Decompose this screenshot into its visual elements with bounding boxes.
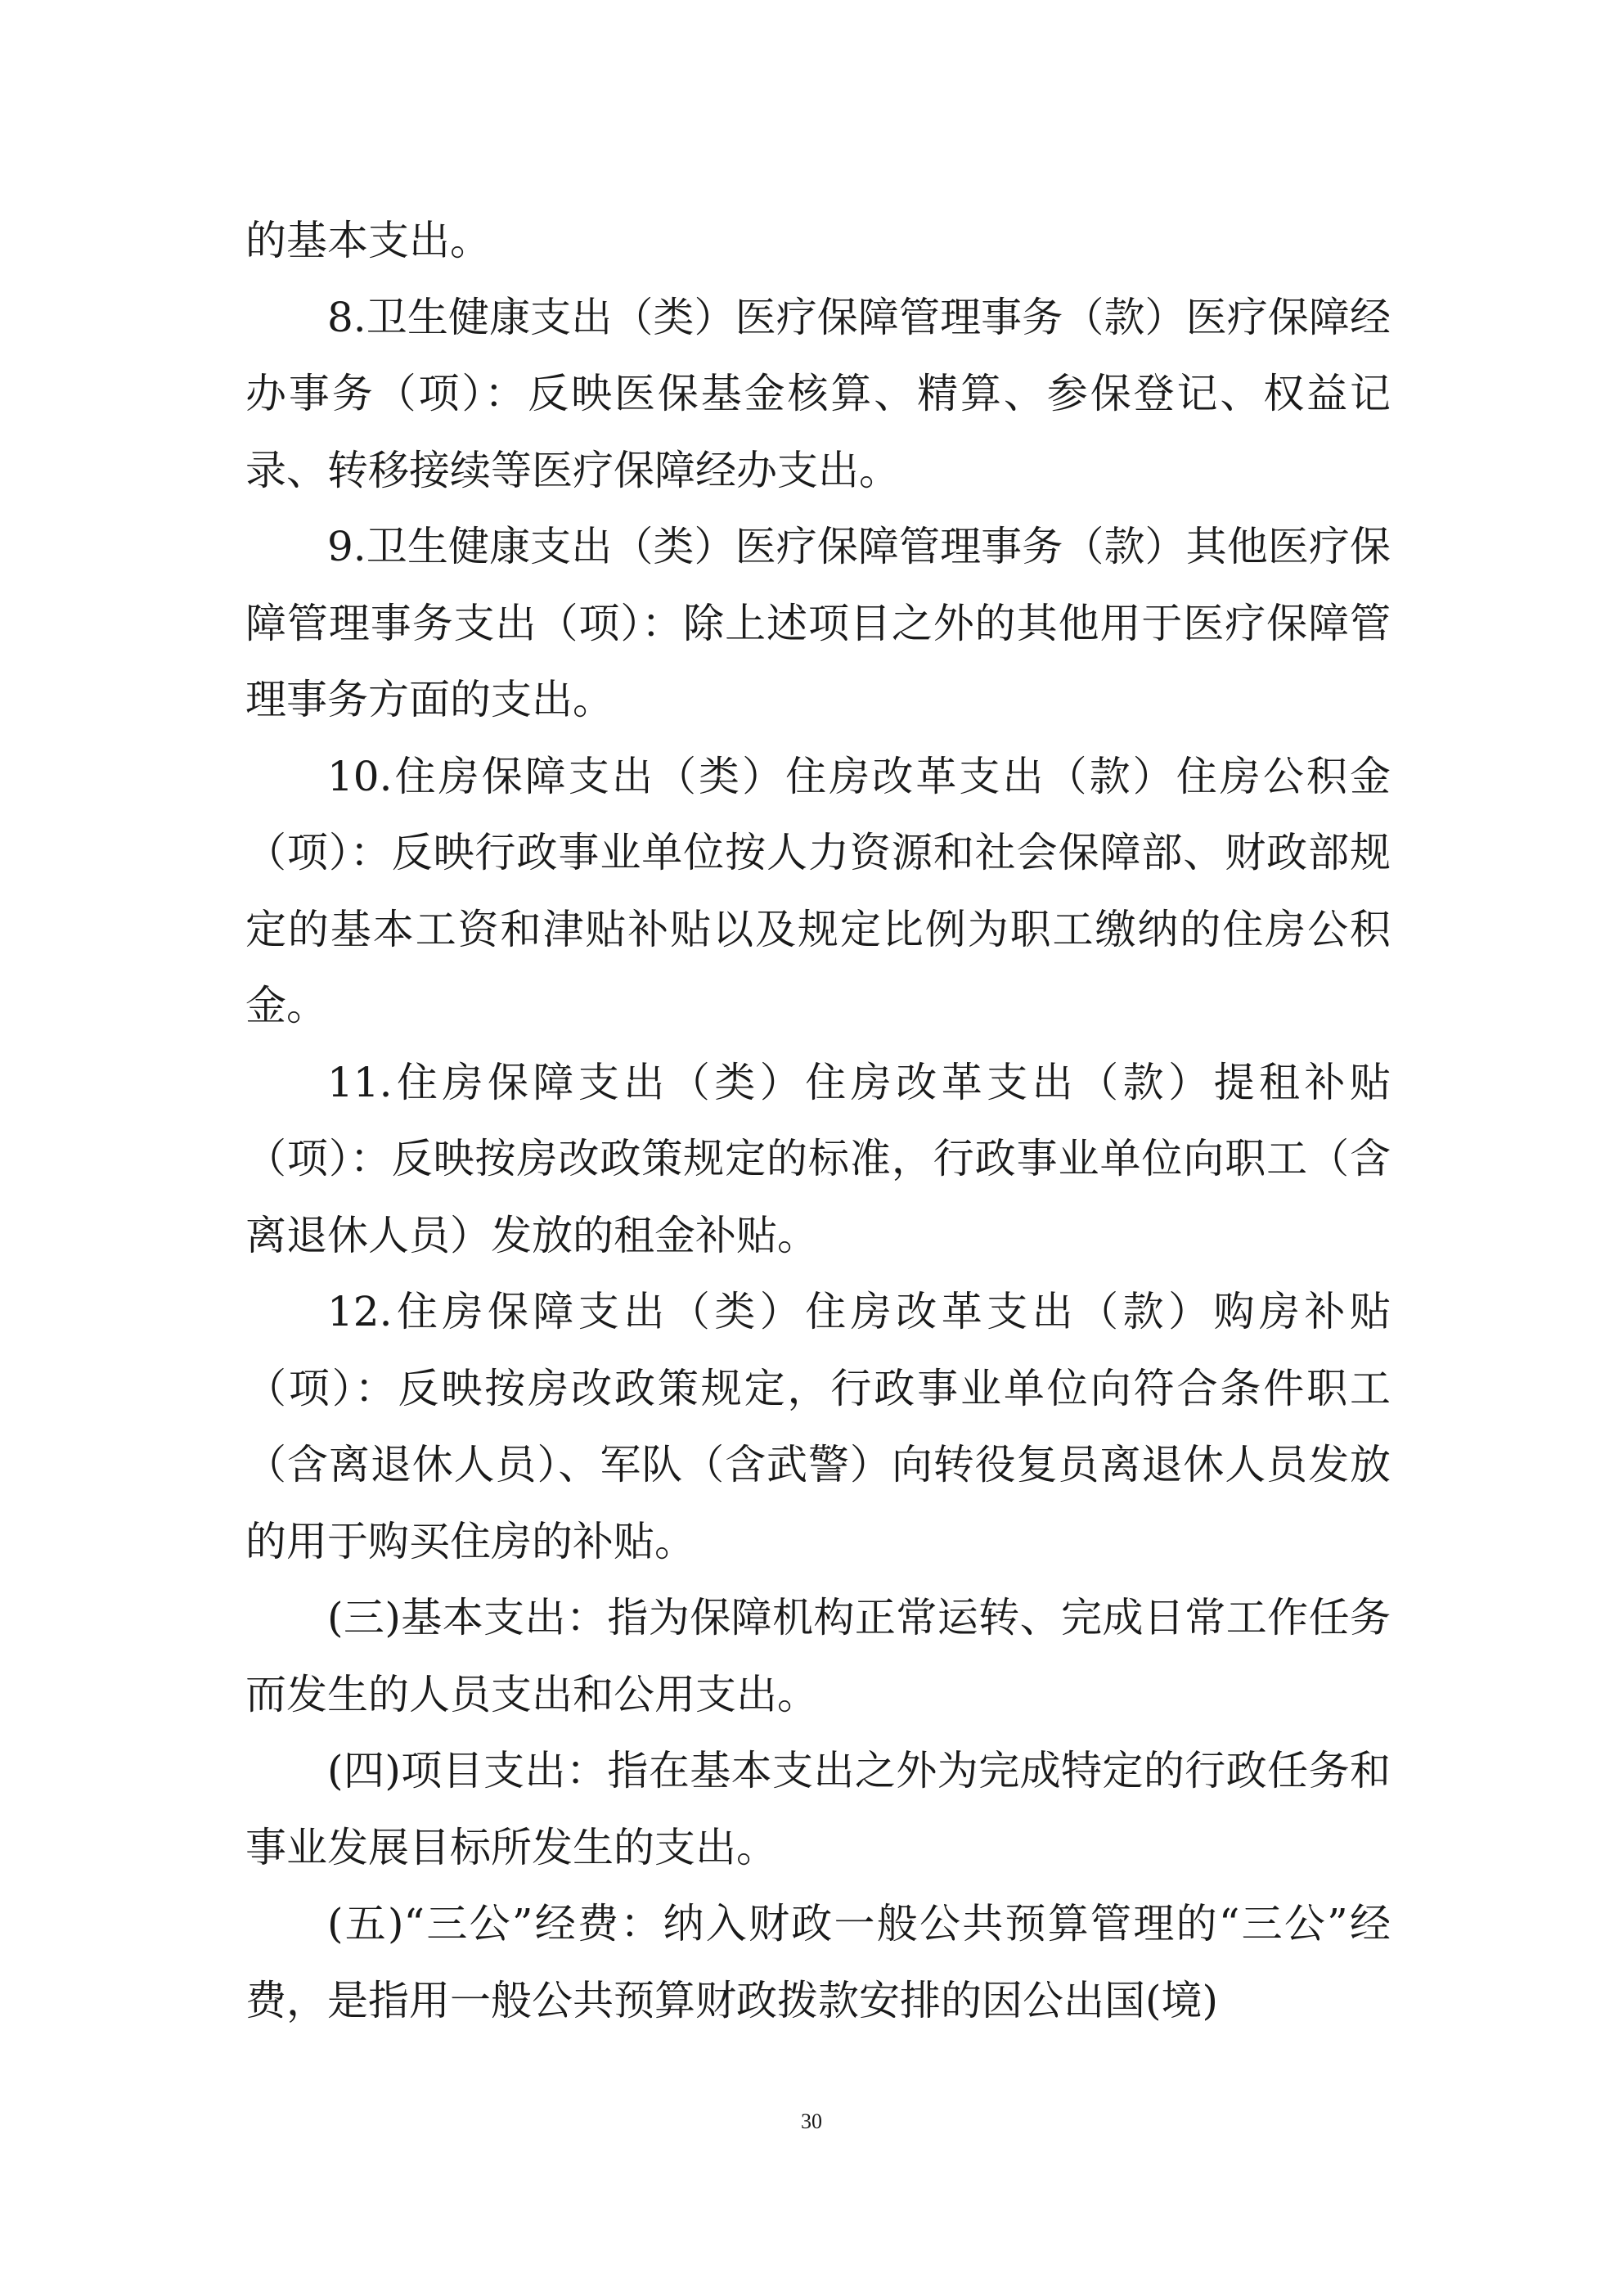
paragraph-continuation: 的基本支出。 xyxy=(245,217,491,264)
paragraph-item-9: 9.卫生健康支出（类）医疗保障管理事务（款）其他医疗保障管理事务支出（项）：除上述项目之外的其他用于医疗保障管理事务方面的支出。 xyxy=(245,523,1391,723)
body-text xyxy=(245,203,1391,2039)
paragraph-basic-expenditure: (三)基本支出：指为保障机构正常运转、完成日常工作任务而发生的人员支出和公用支出。 xyxy=(245,1594,1391,1718)
paragraph-three-public-expenses: (五)“三公”经费：纳入财政一般公共预算管理的“三公”经费，是指用一般公共预算财政拨款安排的因公出国(境) xyxy=(245,1900,1391,2024)
paragraph-item-10: 10.住房保障支出（类）住房改革支出（款）住房公积金（项）：反映行政事业单位按人力资源和社会保障部、财政部规定的基本工资和津贴补贴以及规定比例为职工缴纳的住房公积金。 xyxy=(245,752,1391,1029)
paragraph-item-11: 11.住房保障支出（类）住房改革支出（款）提租补贴（项）：反映按房改政策规定的标准，行政事业单位向职工（含离退休人员）发放的租金补贴。 xyxy=(245,1058,1391,1259)
paragraph-project-expenditure: (四)项目支出：指在基本支出之外为完成特定的行政任务和事业发展目标所发生的支出。 xyxy=(245,1747,1391,1871)
paragraph-item-8: 8.卫生健康支出（类）医疗保障管理事务（款）医疗保障经办事务（项）：反映医保基金核算、精算、参保登记、权益记录、转移接续等医疗保障经办支出。 xyxy=(245,293,1391,494)
paragraph-item-12: 12.住房保障支出（类）住房改革支出（款）购房补贴（项）：反映按房改政策规定，行政事业单位向符合条件职工（含离退休人员）、军队（含武警）向转役复员离退休人员发放的用于购买住房的补贴。 xyxy=(245,1288,1391,1565)
page-number: 30 xyxy=(801,2109,822,2133)
